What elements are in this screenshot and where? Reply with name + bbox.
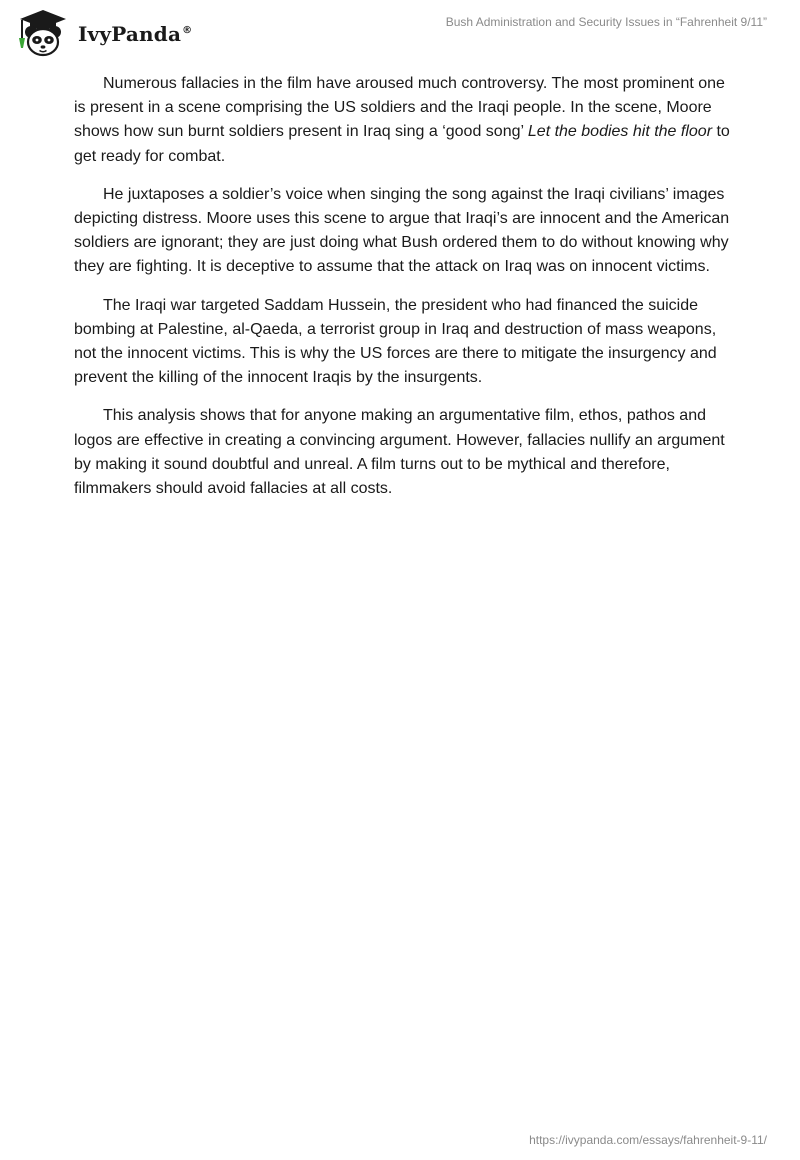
ivypanda-logo[interactable] xyxy=(14,8,192,58)
paragraph: He juxtaposes a soldier’s voice when singing the song against the Iraqi civilians’ images depicting distress. Moore uses this scene to argue that Iraqi’s are innocent and the American soldiers are ignorant; they are just doing what Bush ordered them to do without knowing why they are fighting. It is deceptive to assume that the attack on Iraq was on innocent victims. xyxy=(74,185,730,276)
paragraph: Numerous fallacies in the film have aroused much controversy. The most prominent one is present in a scene comprising the US soldiers and the Iraqi people. In the scene, Moore shows how sun burnt soldiers present in Iraq sing a ‘good song’ Let the bodies hit the floor to get ready for combat. xyxy=(74,75,730,165)
logo-wordmark: IvyPanda® xyxy=(78,22,193,46)
song-title: Let the bodies hit the floor xyxy=(527,123,713,141)
essay-body xyxy=(74,72,730,515)
source-url[interactable]: https://ivypanda.com/essays/fahrenheit-9-11/ xyxy=(529,1133,767,1147)
document-title: Bush Administration and Security Issues in “Fahrenheit 9/11” xyxy=(445,15,767,29)
panda-graduation-cap-icon xyxy=(14,8,72,58)
registered-mark: ® xyxy=(182,25,193,37)
page-header xyxy=(0,0,800,60)
paragraph: This analysis shows that for anyone making an argumentative film, ethos, pathos and logos are effective in creating a convincing argument. However, fallacies nullify an argument by making it sound doubtful and unreal. A film turns out to be mythical and therefore, filmmakers should avoid fallacies at all costs. xyxy=(74,407,725,498)
paragraph: The Iraqi war targeted Saddam Hussein, the president who had financed the suicide bombing at Palestine, al-Qaeda, a terrorist group in Iraq and destruction of mass weapons, not the innocent victims. This is why the US forces are there to mitigate the insurgency and prevent the killing of the innocent Iraqis by the insurgents. xyxy=(74,296,717,387)
